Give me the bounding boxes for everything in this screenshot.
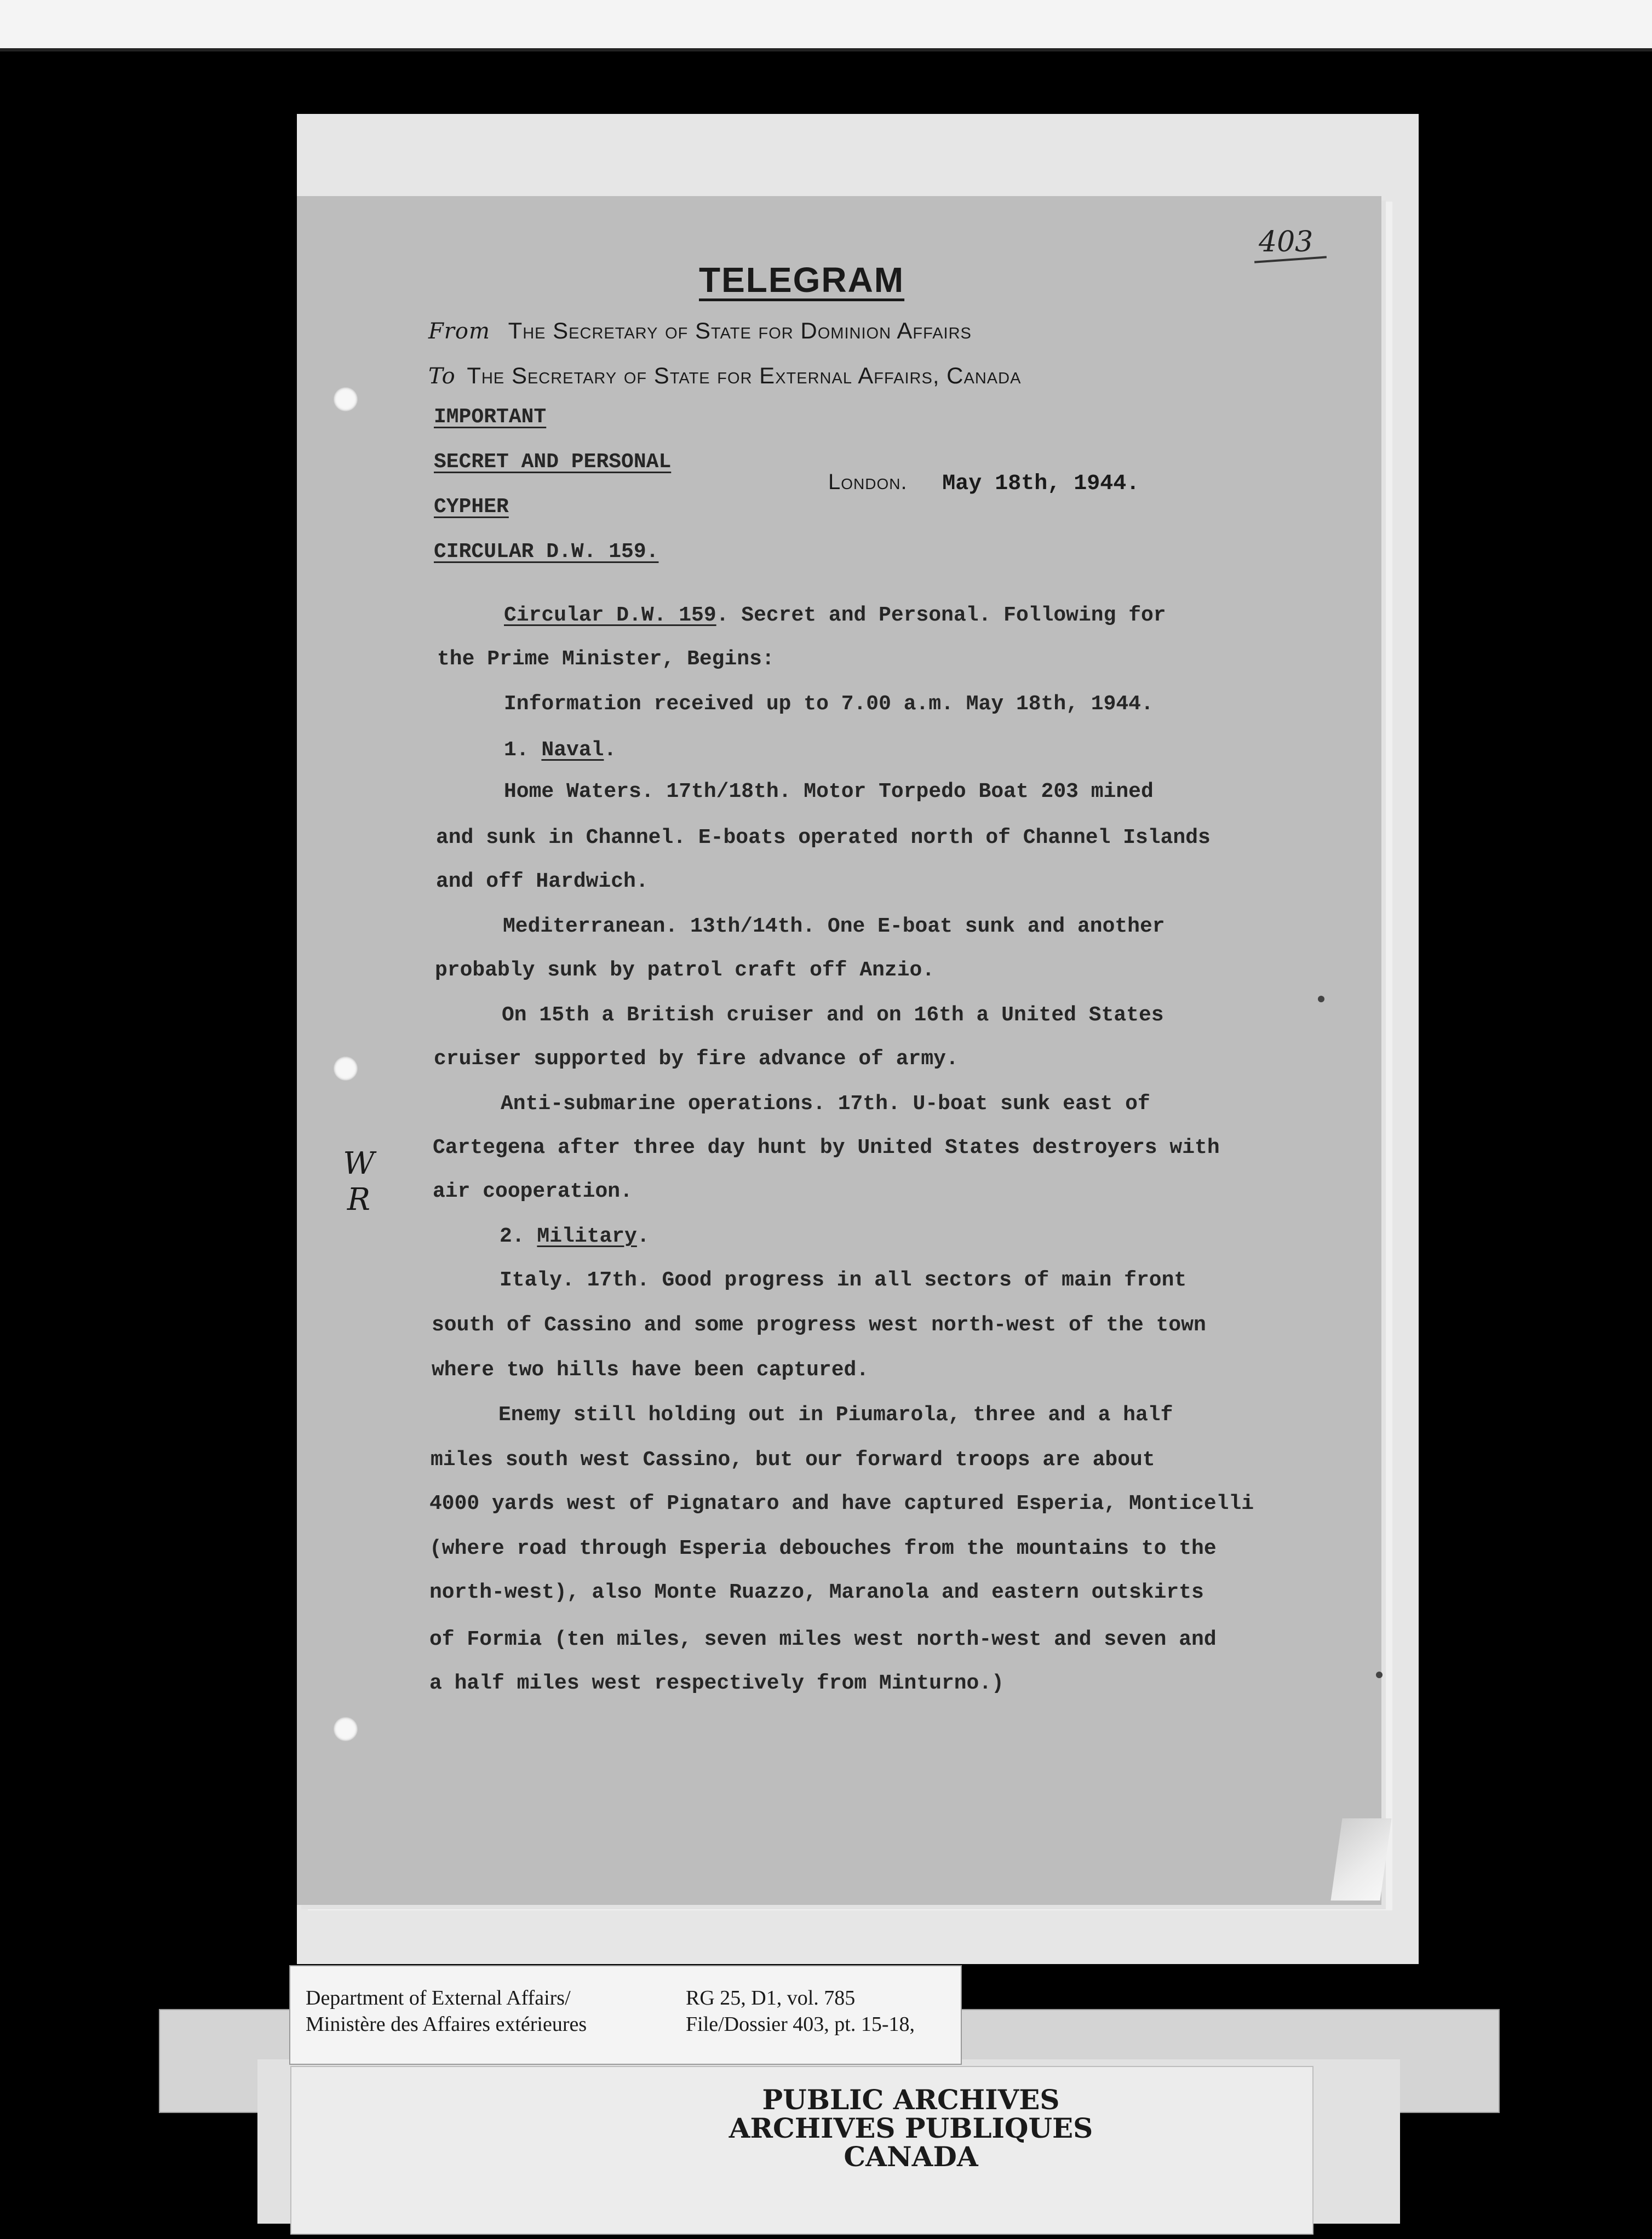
body-line: On 15th a British cruiser and on 16th a United States	[502, 1003, 1164, 1027]
telegram-title: TELEGRAM	[699, 260, 905, 300]
body-line: probably sunk by patrol craft off Anzio.	[435, 958, 935, 982]
from-line	[428, 318, 972, 344]
archive-tab	[290, 2066, 1313, 2235]
to-label: To	[428, 364, 456, 389]
section-title: Naval	[541, 738, 604, 762]
body-line: of Formia (ten miles, seven miles west north-west and seven and	[429, 1628, 1217, 1651]
section-dot: .	[636, 1225, 650, 1248]
body-line: 4000 yards west of Pignataro and have captured Esperia, Monticelli	[429, 1492, 1254, 1515]
department-fr: Ministère des Affaires extérieures	[306, 2013, 587, 2036]
circular-reference: Circular D.W. 159	[504, 604, 716, 627]
body-line: (where road through Esperia debouches from the mountains to the	[429, 1537, 1217, 1560]
handwritten-page-number: 403	[1259, 226, 1313, 259]
body-line: and sunk in Channel. E-boats operated north of Channel Islands	[436, 826, 1211, 849]
section-dot: .	[604, 738, 617, 762]
body-line: south of Cassino and some progress west north-west of the town	[432, 1313, 1206, 1337]
record-group: RG 25, D1, vol. 785	[686, 1987, 856, 2010]
body-line: north-west), also Monte Ruazzo, Maranola and eastern outskirts	[429, 1581, 1204, 1604]
body-line: Enemy still holding out in Piumarola, three and a half	[498, 1403, 1173, 1427]
archive-reference-card	[289, 1965, 962, 2065]
section-heading-military	[500, 1225, 650, 1248]
section-heading-naval	[504, 738, 616, 762]
body-line: a half miles west respectively from Minturno.)	[429, 1672, 1004, 1695]
body-line: air cooperation.	[433, 1180, 633, 1203]
body-line: miles south west Cassino, but our forward troops are about	[431, 1448, 1155, 1472]
body-line: Information received up to 7.00 a.m. May 18th, 1944.	[504, 692, 1154, 716]
place: London.	[828, 470, 908, 494]
date: May 18th, 1944.	[942, 472, 1140, 496]
punch-hole-top	[333, 387, 358, 412]
body-line: the Prime Minister, Begins:	[437, 647, 775, 671]
from-label: From	[428, 319, 490, 344]
from-value: The Secretary of State for Dominion Affairs	[508, 318, 972, 343]
handwritten-margin-initials	[340, 1146, 378, 1218]
file-reference	[686, 1985, 915, 2037]
punch-hole-middle	[333, 1056, 358, 1081]
department-name	[306, 1985, 587, 2037]
to-line	[428, 363, 1021, 389]
cypher-field: CYPHER	[434, 495, 509, 519]
page-speck	[1318, 996, 1324, 1002]
place-date	[828, 470, 1139, 496]
body-line: Home Waters. 17th/18th. Motor Torpedo Boat 203 mined	[504, 780, 1154, 803]
body-line: cruiser supported by fire advance of army.	[434, 1047, 959, 1071]
body-line	[504, 604, 1166, 627]
section-title: Military	[537, 1225, 637, 1248]
classification-field: SECRET AND PERSONAL	[434, 450, 672, 474]
archive-line: PUBLIC ARCHIVES	[762, 2083, 1060, 2116]
section-number: 2.	[500, 1225, 537, 1248]
page-speck	[1376, 1672, 1383, 1678]
archive-line: ARCHIVES PUBLIQUES	[729, 2112, 1093, 2144]
file-number: File/Dossier 403, pt. 15-18,	[686, 2013, 915, 2036]
department-en: Department of External Affairs/	[306, 1987, 571, 2010]
section-number: 1.	[504, 738, 542, 762]
body-line: Italy. 17th. Good progress in all sectors of main front	[500, 1268, 1187, 1292]
margin-initial: R	[347, 1182, 371, 1218]
body-line: Anti-submarine operations. 17th. U-boat sunk east of	[501, 1092, 1150, 1116]
scan-top-strip	[0, 0, 1652, 51]
body-line: Cartegena after three day hunt by United States destroyers with	[433, 1136, 1220, 1159]
body-line: where two hills have been captured.	[432, 1358, 869, 1382]
body-line: and off Hardwich.	[436, 870, 649, 893]
margin-initial: W	[343, 1146, 375, 1181]
circular-field: CIRCULAR D.W. 159.	[434, 540, 659, 564]
body-text: . Secret and Personal. Following for	[716, 604, 1166, 627]
archive-line: CANADA	[844, 2140, 978, 2173]
body-line: Mediterranean. 13th/14th. One E-boat sunk and another	[503, 915, 1165, 938]
punch-hole-bottom	[333, 1716, 358, 1742]
to-value: The Secretary of State for External Affairs, Canada	[467, 363, 1022, 388]
priority-field: IMPORTANT	[434, 405, 547, 429]
